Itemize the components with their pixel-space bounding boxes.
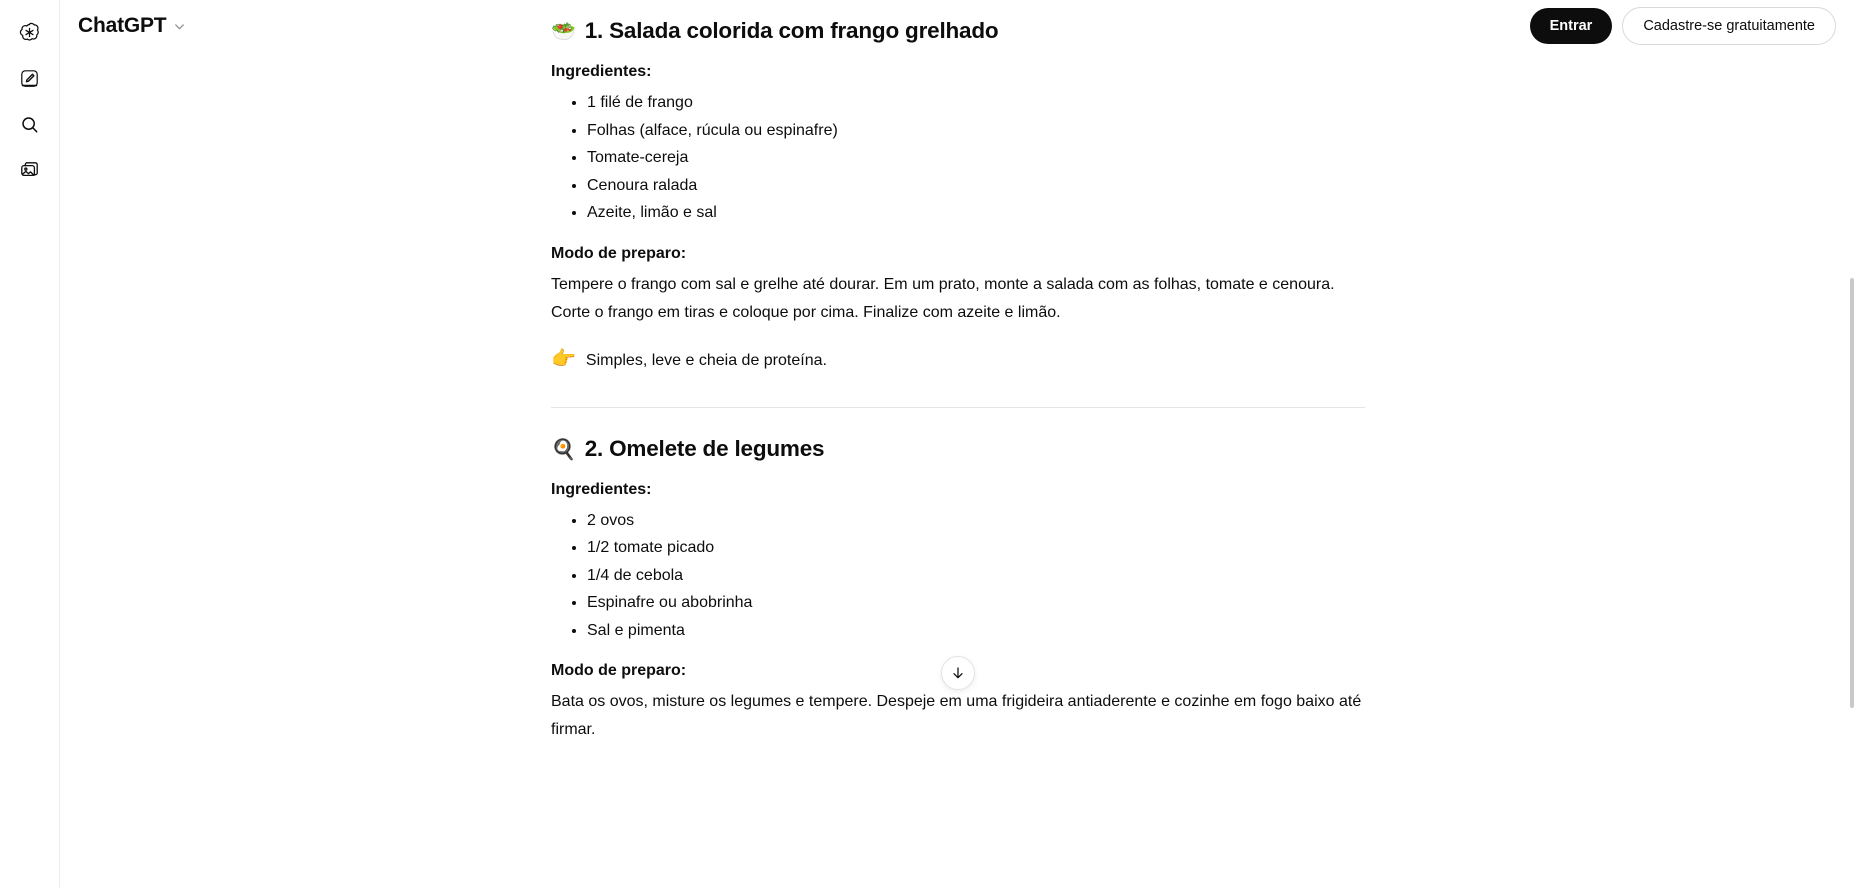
images-glyph: [19, 160, 40, 181]
openai-logo-glyph: [18, 21, 41, 44]
recipe-note: [551, 345, 1365, 375]
list-item: • Azeite, limão e sal: [587, 199, 1365, 227]
list-item: • Folhas (alface, rúcula ou espinafre): [587, 117, 1365, 145]
login-button[interactable]: Entrar: [1530, 8, 1613, 44]
ingredients-label: Ingredientes:: [551, 63, 652, 80]
list-item: • Espinafre ou abobrinha: [587, 589, 1365, 617]
signup-button[interactable]: Cadastre-se gratuitamente: [1622, 7, 1836, 45]
list-item: • 2 ovos: [587, 507, 1365, 535]
ingredients-list: [551, 507, 1365, 645]
frying-pan-emoji-icon: 🍳: [551, 438, 576, 461]
main-area: [60, 0, 1856, 888]
scrollbar[interactable]: [1848, 0, 1856, 888]
sidebar: [0, 0, 60, 888]
recipe-heading: [551, 16, 1365, 47]
recipe-title-text: 2. Omelete de legumes: [584, 435, 825, 461]
ingredients-list: [551, 89, 1365, 227]
pointing-hand-emoji-icon: 👉: [551, 347, 576, 370]
method-label: Modo de preparo:: [551, 244, 687, 262]
chevron-down-icon: [172, 19, 187, 34]
chevron-down-glyph: [172, 19, 187, 34]
brand-title: ChatGPT: [78, 14, 167, 37]
method-text: Bata os ovos, misture os legumes e tempere. Despeje em uma frigideira antiaderente e cozinhe em fogo baixo até firmar.: [551, 693, 1362, 738]
recipe-note-text: Simples, leve e cheia de proteína.: [585, 351, 827, 369]
library-icon[interactable]: [8, 148, 52, 192]
magnifier-glyph: [19, 114, 40, 135]
list-item: • 1/4 de cebola: [587, 562, 1365, 590]
list-item: • Tomate-cereja: [587, 144, 1365, 172]
assistant-message: [551, 0, 1365, 744]
model-switcher[interactable]: [70, 10, 195, 42]
scroll-to-bottom-button[interactable]: [941, 656, 975, 690]
method-label: Modo de preparo:: [551, 662, 687, 679]
new-chat-icon[interactable]: [8, 56, 52, 100]
recipe-title-text: 1. Salada colorida com frango grelhado: [584, 18, 999, 43]
arrow-down-icon: [950, 665, 966, 681]
list-item: • Cenoura ralada: [587, 172, 1365, 200]
conversation-scroll-region[interactable]: [60, 0, 1856, 888]
pencil-square-glyph: [19, 68, 40, 89]
method-text: Tempere o frango com sal e grelhe até dourar. Em um prato, monte a salada com as folhas, tomate e cenoura. Corte o frango em tiras e coloque por cima. Finalize com azeite e limão.: [551, 275, 1335, 321]
search-icon[interactable]: [8, 102, 52, 146]
salad-emoji-icon: 🥗: [551, 21, 576, 43]
section-divider: [551, 407, 1365, 408]
auth-actions: [1530, 7, 1836, 45]
list-item: • 1 filé de frango: [587, 89, 1365, 117]
list-item: • Sal e pimenta: [587, 617, 1365, 645]
list-item: • 1/2 tomate picado: [587, 534, 1365, 562]
openai-logo-icon[interactable]: [8, 10, 52, 54]
scrollbar-thumb[interactable]: [1850, 278, 1854, 708]
recipe-heading: [551, 434, 1365, 465]
ingredients-label: Ingredientes:: [551, 480, 652, 498]
